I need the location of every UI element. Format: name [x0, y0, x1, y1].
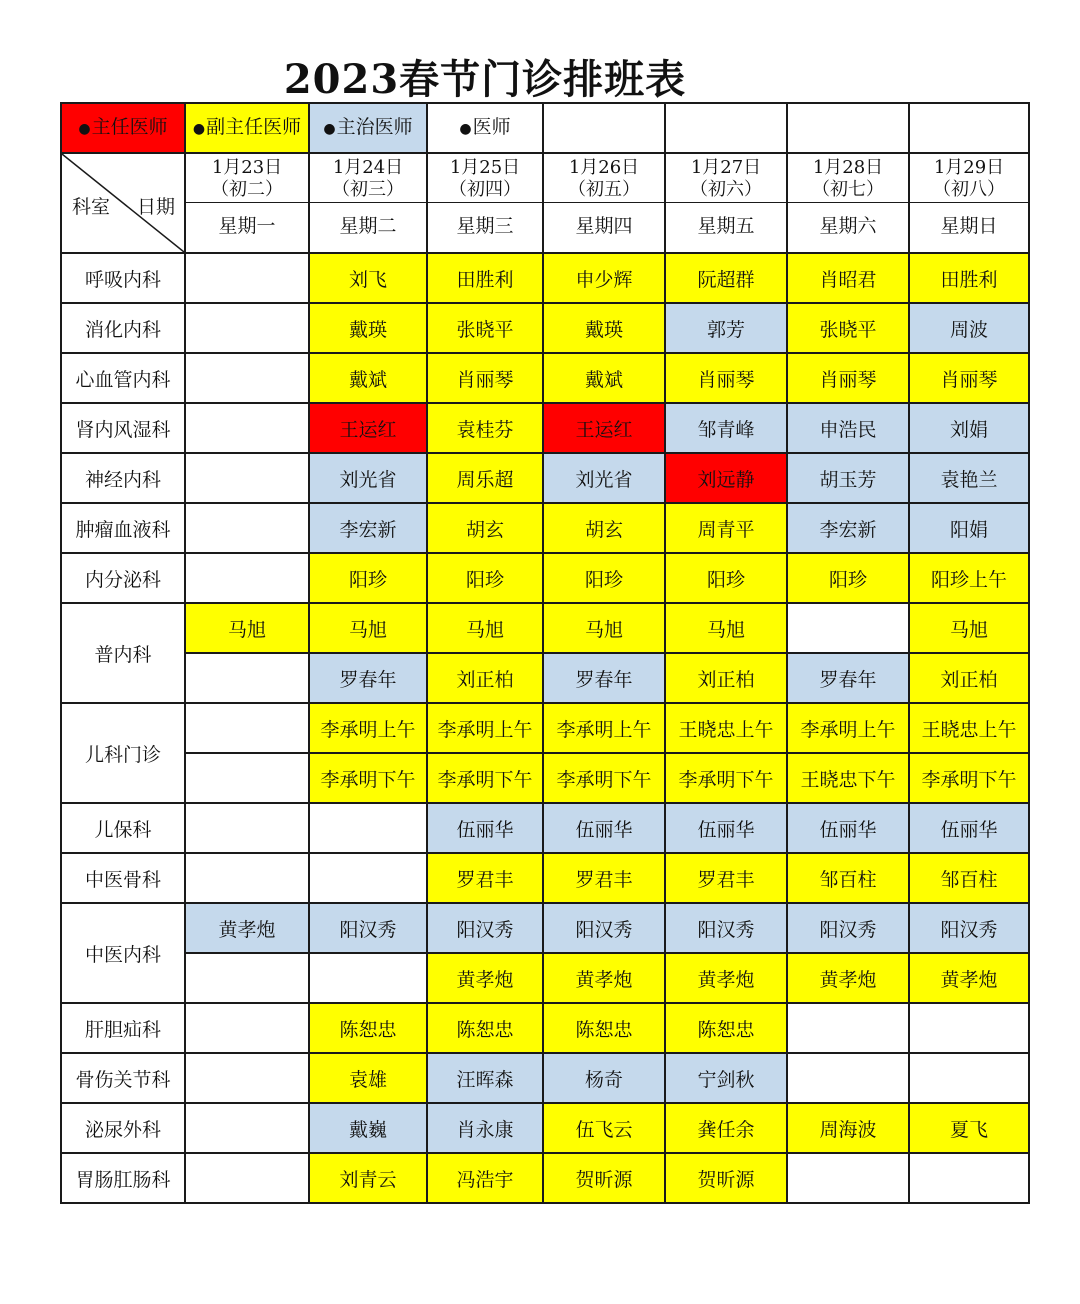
doctor-cell: 陈恕忠 [543, 1003, 665, 1053]
doctor-cell: 肖昭君 [787, 253, 909, 303]
doctor-cell: 李承明下午 [309, 753, 427, 803]
empty-cell [543, 103, 665, 153]
empty-cell [185, 453, 309, 503]
bullet-icon: ● [323, 121, 336, 137]
doctor-cell: 肖丽琴 [665, 353, 787, 403]
legend-item [427, 103, 543, 153]
department-name: 内分泌科 [61, 553, 185, 603]
doctor-cell: 肖永康 [427, 1103, 543, 1153]
table-row [61, 353, 1029, 403]
doctor-cell: 黄孝炮 [427, 953, 543, 1003]
doctor-cell: 袁桂芬 [427, 403, 543, 453]
empty-cell [909, 1003, 1029, 1053]
doctor-cell: 伍丽华 [665, 803, 787, 853]
empty-cell [185, 503, 309, 553]
bullet-icon: ● [192, 121, 206, 137]
empty-cell [185, 803, 309, 853]
doctor-cell: 陈恕忠 [309, 1003, 427, 1053]
doctor-cell: 刘娟 [909, 403, 1029, 453]
doctor-cell: 伍丽华 [427, 803, 543, 853]
doctor-cell: 邹百柱 [909, 853, 1029, 903]
doctor-cell: 马旭 [427, 603, 543, 653]
doctor-cell: 阮超群 [665, 253, 787, 303]
doctor-cell: 夏飞 [909, 1103, 1029, 1153]
legend-item [61, 103, 185, 153]
doctor-cell: 李承明下午 [427, 753, 543, 803]
doctor-cell: 黄孝炮 [787, 953, 909, 1003]
table-row [61, 853, 1029, 903]
doctor-cell: 李承明上午 [309, 703, 427, 753]
doctor-cell: 阳娟 [909, 503, 1029, 553]
doctor-cell: 肖丽琴 [909, 353, 1029, 403]
empty-cell [787, 1053, 909, 1103]
empty-cell [185, 403, 309, 453]
doctor-cell: 阳汉秀 [427, 903, 543, 953]
doctor-cell: 杨奇 [543, 1053, 665, 1103]
date-label: 1月26日 [568, 157, 640, 178]
doctor-cell: 肖丽琴 [427, 353, 543, 403]
empty-cell [909, 1153, 1029, 1203]
empty-cell [787, 1003, 909, 1053]
empty-cell [909, 1053, 1029, 1103]
day-header [309, 153, 427, 253]
doctor-cell: 戴瑛 [309, 303, 427, 353]
day-date [428, 154, 542, 203]
doctor-cell: 戴瑛 [543, 303, 665, 353]
doctor-cell: 刘飞 [309, 253, 427, 303]
empty-cell [787, 103, 909, 153]
doctor-cell: 李承明下午 [665, 753, 787, 803]
doctor-cell: 王晓忠上午 [909, 703, 1029, 753]
doctor-cell: 马旭 [543, 603, 665, 653]
department-name: 心血管内科 [61, 353, 185, 403]
doctor-cell: 马旭 [909, 603, 1029, 653]
table-row [61, 403, 1029, 453]
doctor-cell: 罗君丰 [427, 853, 543, 903]
table-row [61, 503, 1029, 553]
doctor-cell: 申浩民 [787, 403, 909, 453]
empty-cell [185, 953, 309, 1003]
doctor-cell: 罗君丰 [665, 853, 787, 903]
empty-cell [185, 353, 309, 403]
doctor-cell: 阳珍 [427, 553, 543, 603]
doctor-cell: 阳汉秀 [909, 903, 1029, 953]
doctor-cell: 贺昕源 [665, 1153, 787, 1203]
doctor-cell: 阳汉秀 [543, 903, 665, 953]
doctor-cell: 阳珍 [309, 553, 427, 603]
date-header-row [61, 153, 1029, 253]
department-name: 胃肠肛肠科 [61, 1153, 185, 1203]
doctor-cell: 宁剑秋 [665, 1053, 787, 1103]
header-corner [61, 153, 185, 253]
department-name: 肝胆疝科 [61, 1003, 185, 1053]
empty-cell [787, 603, 909, 653]
doctor-cell: 罗春年 [787, 653, 909, 703]
department-name: 呼吸内科 [61, 253, 185, 303]
legend-row [61, 103, 1029, 153]
lunar-label: （初二） [211, 179, 283, 200]
doctor-cell: 阳珍 [665, 553, 787, 603]
department-name: 消化内科 [61, 303, 185, 353]
legend-label: 主治医师 [336, 116, 413, 138]
table-row [61, 1153, 1029, 1203]
doctor-cell: 王运红 [543, 403, 665, 453]
day-header [665, 153, 787, 253]
date-label: 1月28日 [812, 157, 884, 178]
lunar-label: （初三） [332, 179, 404, 200]
doctor-cell: 刘光省 [543, 453, 665, 503]
doctor-cell: 郭芳 [665, 303, 787, 353]
department-name: 神经内科 [61, 453, 185, 503]
doctor-cell: 申少辉 [543, 253, 665, 303]
doctor-cell: 伍飞云 [543, 1103, 665, 1153]
department-name: 骨伤关节科 [61, 1053, 185, 1103]
doctor-cell: 王运红 [309, 403, 427, 453]
doctor-cell: 刘正柏 [665, 653, 787, 703]
empty-cell [787, 1153, 909, 1203]
doctor-cell: 刘光省 [309, 453, 427, 503]
department-name: 儿保科 [61, 803, 185, 853]
doctor-cell: 胡玄 [543, 503, 665, 553]
doctor-cell: 周海波 [787, 1103, 909, 1153]
doctor-cell: 阳汉秀 [309, 903, 427, 953]
doctor-cell: 邹青峰 [665, 403, 787, 453]
corner-date-label: 日期 [137, 196, 176, 218]
day-date [788, 154, 908, 203]
day-date [666, 154, 786, 203]
doctor-cell: 周乐超 [427, 453, 543, 503]
doctor-cell: 戴斌 [543, 353, 665, 403]
doctor-cell: 汪晖森 [427, 1053, 543, 1103]
empty-cell [185, 1103, 309, 1153]
doctor-cell: 黄孝炮 [665, 953, 787, 1003]
legend-label: 医师 [472, 116, 511, 138]
department-name: 中医骨科 [61, 853, 185, 903]
doctor-cell: 陈恕忠 [665, 1003, 787, 1053]
weekday-label: 星期四 [575, 215, 633, 237]
schedule-table [60, 102, 1030, 1204]
doctor-cell: 陈恕忠 [427, 1003, 543, 1053]
doctor-cell: 戴斌 [309, 353, 427, 403]
empty-cell [185, 853, 309, 903]
empty-cell [309, 803, 427, 853]
empty-cell [309, 953, 427, 1003]
weekday-label: 星期三 [456, 215, 514, 237]
doctor-cell: 李承明下午 [543, 753, 665, 803]
table-row [61, 903, 1029, 953]
lunar-label: （初八） [933, 179, 1005, 200]
date-label: 1月23日 [211, 157, 283, 178]
page-title: 2023春节门诊排班表 [283, 56, 687, 103]
empty-cell [185, 1153, 309, 1203]
empty-cell [185, 553, 309, 603]
doctor-cell: 李宏新 [787, 503, 909, 553]
doctor-cell: 罗君丰 [543, 853, 665, 903]
department-name: 泌尿外科 [61, 1103, 185, 1153]
doctor-cell: 肖丽琴 [787, 353, 909, 403]
doctor-cell: 黄孝炮 [543, 953, 665, 1003]
doctor-cell: 黄孝炮 [185, 903, 309, 953]
doctor-cell: 李承明下午 [909, 753, 1029, 803]
doctor-cell: 贺昕源 [543, 1153, 665, 1203]
doctor-cell: 龚任余 [665, 1103, 787, 1153]
table-row [61, 253, 1029, 303]
empty-cell [185, 1053, 309, 1103]
doctor-cell: 张晓平 [787, 303, 909, 353]
weekday-label: 星期六 [819, 215, 877, 237]
doctor-cell: 黄孝炮 [909, 953, 1029, 1003]
doctor-cell: 田胜利 [909, 253, 1029, 303]
doctor-cell: 伍丽华 [543, 803, 665, 853]
doctor-cell: 罗春年 [543, 653, 665, 703]
empty-cell [185, 753, 309, 803]
doctor-cell: 阳珍 [787, 553, 909, 603]
day-header [427, 153, 543, 253]
doctor-cell: 戴巍 [309, 1103, 427, 1153]
bullet-icon: ● [78, 121, 91, 137]
department-name: 肿瘤血液科 [61, 503, 185, 553]
doctor-cell: 刘青云 [309, 1153, 427, 1203]
empty-cell [185, 703, 309, 753]
legend-label: 主任医师 [91, 116, 168, 138]
lunar-label: （初四） [449, 179, 521, 200]
doctor-cell: 周青平 [665, 503, 787, 553]
doctor-cell: 伍丽华 [787, 803, 909, 853]
table-row [61, 703, 1029, 753]
day-header [185, 153, 309, 253]
doctor-cell: 刘正柏 [909, 653, 1029, 703]
empty-cell [185, 653, 309, 703]
day-date [910, 154, 1028, 203]
day-date [310, 154, 426, 203]
empty-cell [185, 1003, 309, 1053]
department-name: 普内科 [61, 603, 185, 703]
doctor-cell: 马旭 [665, 603, 787, 653]
department-name: 肾内风湿科 [61, 403, 185, 453]
doctor-cell: 袁艳兰 [909, 453, 1029, 503]
doctor-cell: 刘远静 [665, 453, 787, 503]
date-label: 1月25日 [449, 157, 521, 178]
doctor-cell: 罗春年 [309, 653, 427, 703]
doctor-cell: 阳汉秀 [787, 903, 909, 953]
table-row [61, 603, 1029, 653]
doctor-cell: 李承明上午 [787, 703, 909, 753]
doctor-cell: 李承明上午 [543, 703, 665, 753]
doctor-cell: 邹百柱 [787, 853, 909, 903]
weekday-label: 星期二 [339, 215, 397, 237]
empty-cell [309, 853, 427, 903]
date-label: 1月24日 [332, 157, 404, 178]
doctor-cell: 马旭 [309, 603, 427, 653]
table-row [61, 1103, 1029, 1153]
bullet-icon: ● [459, 121, 472, 137]
department-name: 儿科门诊 [61, 703, 185, 803]
table-row [61, 553, 1029, 603]
legend-item [309, 103, 427, 153]
doctor-cell: 张晓平 [427, 303, 543, 353]
corner-dept-label: 科室 [72, 196, 111, 218]
legend-item [185, 103, 309, 153]
weekday-label: 星期日 [940, 215, 998, 237]
lunar-label: （初五） [568, 179, 640, 200]
doctor-cell: 阳珍上午 [909, 553, 1029, 603]
empty-cell [185, 253, 309, 303]
doctor-cell: 王晓忠下午 [787, 753, 909, 803]
day-header [787, 153, 909, 253]
doctor-cell: 刘正柏 [427, 653, 543, 703]
legend-label: 副主任医师 [206, 116, 302, 138]
doctor-cell: 田胜利 [427, 253, 543, 303]
empty-cell [185, 303, 309, 353]
doctor-cell: 马旭 [185, 603, 309, 653]
doctor-cell: 冯浩宇 [427, 1153, 543, 1203]
doctor-cell: 阳珍 [543, 553, 665, 603]
doctor-cell: 王晓忠上午 [665, 703, 787, 753]
table-row [61, 1053, 1029, 1103]
doctor-cell: 李宏新 [309, 503, 427, 553]
table-row [61, 753, 1029, 803]
doctor-cell: 李承明上午 [427, 703, 543, 753]
weekday-label: 星期一 [218, 215, 276, 237]
empty-cell [665, 103, 787, 153]
day-header [543, 153, 665, 253]
doctor-cell: 伍丽华 [909, 803, 1029, 853]
day-date [186, 154, 308, 203]
table-row [61, 1003, 1029, 1053]
doctor-cell: 周波 [909, 303, 1029, 353]
weekday-label: 星期五 [697, 215, 755, 237]
lunar-label: （初六） [690, 179, 762, 200]
day-date [544, 154, 664, 203]
doctor-cell: 胡玄 [427, 503, 543, 553]
date-label: 1月27日 [690, 157, 762, 178]
doctor-cell: 袁雄 [309, 1053, 427, 1103]
department-name: 中医内科 [61, 903, 185, 1003]
doctor-cell: 阳汉秀 [665, 903, 787, 953]
table-row [61, 303, 1029, 353]
doctor-cell: 胡玉芳 [787, 453, 909, 503]
date-label: 1月29日 [933, 157, 1005, 178]
table-row [61, 653, 1029, 703]
table-row [61, 953, 1029, 1003]
lunar-label: （初七） [812, 179, 884, 200]
empty-cell [909, 103, 1029, 153]
day-header [909, 153, 1029, 253]
table-row [61, 453, 1029, 503]
table-row [61, 803, 1029, 853]
